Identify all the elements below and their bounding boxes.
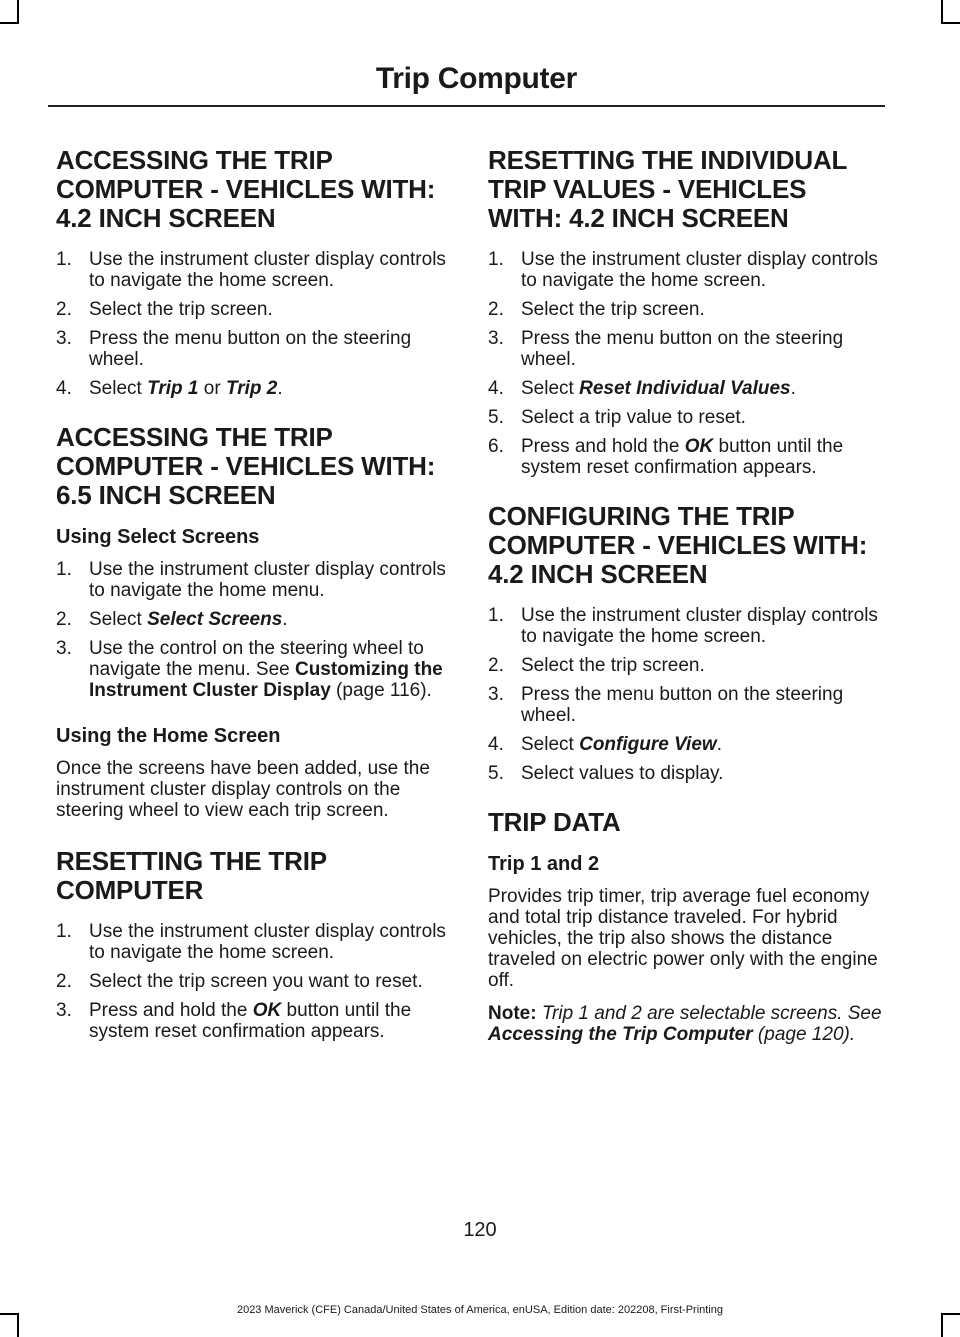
- note: Note: Trip 1 and 2 are selectable screens. See Accessing the Trip Computer (page 120).: [488, 1003, 882, 1045]
- paragraph: Provides trip timer, trip average fuel economy and total trip distance traveled. For hybrid vehicles, the trip also shows the distance traveled on electric power only with the engine off.: [488, 886, 878, 991]
- paragraph: Once the screens have been added, use the instrument cluster display controls on the steering wheel to view each trip screen.: [56, 758, 430, 821]
- section-heading: RESETTING THE TRIP COMPUTER: [56, 846, 327, 905]
- section-heading: RESETTING THE INDIVIDUAL TRIP VALUES - VEHICLES WITH: 4.2 INCH SCREEN: [488, 145, 848, 233]
- subsection-heading: Trip 1 and 2: [488, 853, 600, 875]
- list-item: 1. Use the instrument cluster display controls to navigate the home screen.: [488, 249, 878, 291]
- list-item: 4. Select Reset Individual Values.: [488, 378, 796, 399]
- left-column: [56, 146, 456, 1066]
- list-item: 1. Use the instrument cluster display controls to navigate the home menu.: [56, 559, 446, 601]
- list-item: 1. Use the instrument cluster display controls to navigate the home screen.: [488, 605, 878, 647]
- cross-reference-link[interactable]: Customizing the Instrument Cluster Display: [89, 659, 443, 701]
- crop-mark: [941, 22, 960, 24]
- right-column: [488, 146, 888, 1057]
- crop-mark: [941, 0, 943, 24]
- page-number: 120: [463, 1219, 497, 1241]
- list-item: 1. Use the instrument cluster display controls to navigate the home screen.: [56, 249, 446, 291]
- section-heading: CONFIGURING THE TRIP COMPUTER - VEHICLES WITH: 4.2 INCH SCREEN: [488, 501, 868, 589]
- edition-footer: 2023 Maverick (CFE) Canada/United States of America, enUSA, Edition date: 202208, First-Printing: [236, 1304, 724, 1316]
- list-item: 3. Press the menu button on the steering wheel.: [488, 684, 844, 726]
- list-item: 2. Select Select Screens.: [56, 609, 288, 630]
- section-heading: ACCESSING THE TRIP COMPUTER - VEHICLES WITH: 6.5 INCH SCREEN: [56, 422, 436, 510]
- section-heading: TRIP DATA: [488, 807, 621, 837]
- subsection-heading: Using the Home Screen: [56, 725, 281, 747]
- list-item: 3. Press and hold the OK button until the system reset confirmation appears.: [56, 1000, 412, 1042]
- step-list: [488, 249, 888, 478]
- list-item: 6. Press and hold the OK button until the system reset confirmation appears.: [488, 436, 844, 478]
- step-list: [56, 249, 456, 399]
- list-item: 2. Select the trip screen.: [488, 655, 705, 676]
- list-item: 5. Select a trip value to reset.: [488, 407, 746, 428]
- list-item: 5. Select values to display.: [488, 763, 724, 784]
- list-item: 2. Select the trip screen.: [56, 299, 273, 320]
- list-item: 3. Press the menu button on the steering wheel.: [488, 328, 844, 370]
- subsection-heading: Using Select Screens: [56, 526, 260, 548]
- list-item: 2. Select the trip screen.: [488, 299, 705, 320]
- crop-mark: [0, 22, 19, 24]
- list-item: 4. Select Configure View.: [488, 734, 722, 755]
- step-list: [56, 559, 456, 701]
- header-divider: [48, 105, 885, 107]
- list-item: 4. Select Trip 1 or Trip 2.: [56, 378, 283, 399]
- list-item: 3. Press the menu button on the steering wheel.: [56, 328, 412, 370]
- step-list: [488, 605, 888, 784]
- list-item: 3. Use the control on the steering wheel to navigate the menu. See Customizing the Instrument Cluster Display (page 116).: [56, 638, 443, 701]
- list-item: 1. Use the instrument cluster display controls to navigate the home screen.: [56, 921, 446, 963]
- page-title: Trip Computer: [375, 62, 577, 95]
- crop-mark: [941, 1313, 943, 1337]
- crop-mark: [17, 0, 19, 24]
- list-item: 2. Select the trip screen you want to reset.: [56, 971, 423, 992]
- cross-reference-link[interactable]: Accessing the Trip Computer: [488, 1024, 753, 1045]
- step-list: [56, 921, 456, 1042]
- crop-mark: [17, 1313, 19, 1337]
- section-heading: ACCESSING THE TRIP COMPUTER - VEHICLES WITH: 4.2 INCH SCREEN: [56, 145, 436, 233]
